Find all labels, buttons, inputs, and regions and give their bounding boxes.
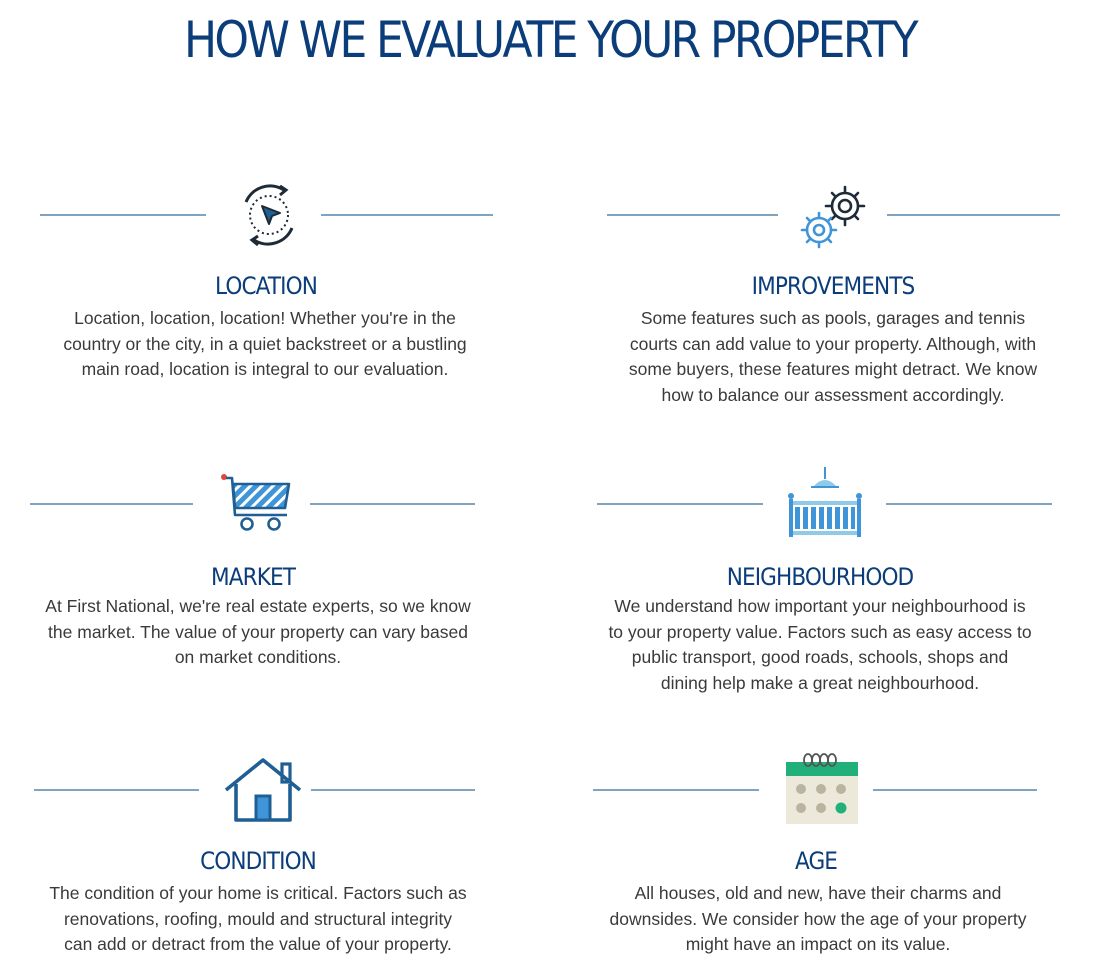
description-line: The condition of your home is critical. Factors such as bbox=[49, 883, 467, 903]
description-line: All houses, old and new, have their charms and bbox=[634, 883, 1002, 903]
divider-rule bbox=[311, 789, 475, 791]
page-title: HOW WE EVALUATE YOUR PROPERTY bbox=[183, 11, 917, 69]
divider-rule bbox=[597, 503, 763, 505]
description-line: the market. The value of your property can vary based bbox=[48, 621, 468, 642]
item-title: CONDITION bbox=[200, 847, 316, 875]
description-line: We understand how important your neighbourhood is bbox=[614, 596, 1026, 616]
divider-rule bbox=[886, 503, 1052, 505]
description-line: renovations, roofing, mould and structural integrity bbox=[63, 908, 453, 929]
calendar-icon bbox=[784, 752, 860, 826]
divider-rule bbox=[321, 214, 493, 216]
item-title: IMPROVEMENTS bbox=[751, 272, 915, 300]
crib-mobile-icon bbox=[785, 465, 865, 541]
description-line: dining help make a great neighbourhood. bbox=[660, 672, 980, 693]
item-title: MARKET bbox=[210, 563, 296, 591]
description-line: on market conditions. bbox=[174, 647, 342, 667]
gears-icon bbox=[795, 178, 879, 254]
description-line: can add or detract from the value of your property. bbox=[64, 934, 452, 954]
description-line: country or the city, in a quiet backstreet or a bustling bbox=[63, 333, 467, 354]
description-line: to your property value. Factors such as easy access to bbox=[608, 621, 1032, 642]
description-line: Some features such as pools, garages and tennis bbox=[640, 308, 1026, 328]
divider-rule bbox=[593, 789, 759, 791]
divider-rule bbox=[873, 789, 1037, 791]
description-line: might have an impact on its value. bbox=[685, 934, 951, 954]
divider-rule bbox=[40, 214, 206, 216]
item-title: AGE bbox=[794, 847, 838, 875]
item-description bbox=[18, 881, 498, 958]
description-line: At First National, we're real estate experts, so we know bbox=[45, 596, 471, 616]
divider-rule bbox=[310, 503, 475, 505]
house-icon bbox=[222, 756, 304, 824]
item-description bbox=[580, 594, 1060, 696]
description-line: Location, location, location! Whether you're in the bbox=[74, 308, 456, 328]
item-title: LOCATION bbox=[215, 272, 317, 300]
description-line: public transport, good roads, schools, shops and bbox=[631, 647, 1009, 667]
divider-rule bbox=[30, 503, 193, 505]
divider-rule bbox=[34, 789, 199, 791]
description-line: main road, location is integral to our evaluation. bbox=[81, 359, 449, 379]
description-line: courts can add value to your property. Although, with bbox=[629, 333, 1037, 354]
shopping-cart-icon bbox=[219, 470, 295, 534]
item-description bbox=[18, 594, 498, 671]
divider-rule bbox=[607, 214, 778, 216]
divider-rule bbox=[887, 214, 1060, 216]
description-line: downsides. We consider how the age of your property bbox=[609, 908, 1027, 929]
item-description bbox=[25, 306, 505, 383]
item-title: NEIGHBOURHOOD bbox=[726, 563, 914, 591]
item-description bbox=[593, 306, 1073, 408]
description-line: some buyers, these features might detract. We know bbox=[628, 359, 1038, 379]
location-pointer-icon bbox=[234, 180, 304, 250]
description-line: how to balance our assessment accordingly. bbox=[661, 384, 1005, 405]
item-description bbox=[578, 881, 1058, 958]
